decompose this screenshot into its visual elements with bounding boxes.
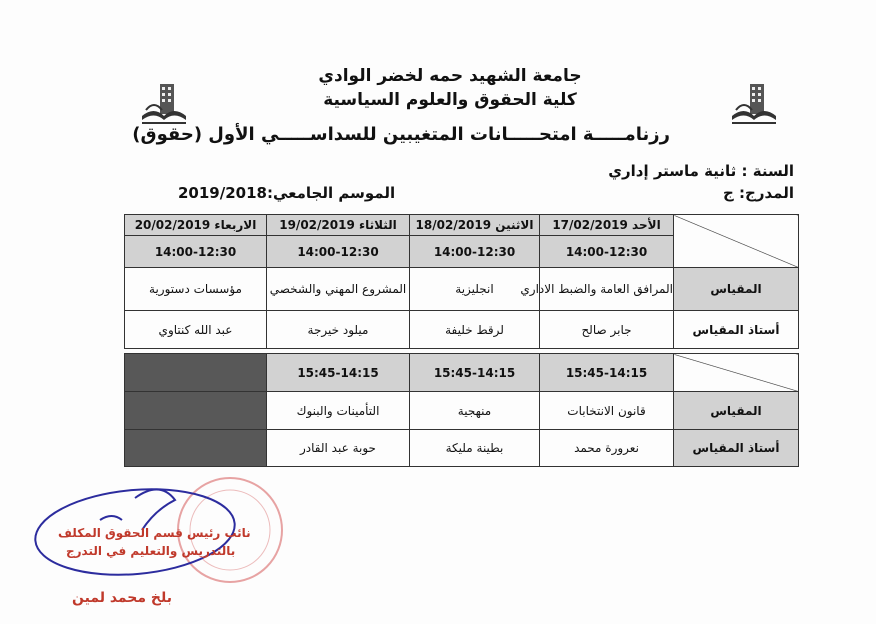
day-date: الاربعاء 20/02/2019 bbox=[125, 215, 267, 236]
professor-cell: حوبة عبد القادر bbox=[267, 430, 410, 467]
professor-cell: عبد الله كنتاوي bbox=[125, 311, 267, 349]
faculty-name: كلية الحقوق والعلوم السياسية bbox=[323, 90, 577, 110]
corner-cell bbox=[674, 354, 799, 392]
professor-cell: ميلود خيرجة bbox=[267, 311, 410, 349]
exam-schedule-table bbox=[124, 214, 799, 349]
row-label-subject: المقياس bbox=[674, 268, 799, 311]
stamp-line-2: بالتدريس والتعليم في التدرج bbox=[66, 544, 236, 558]
stamp-signature-name: بلخ محمد لمين bbox=[72, 590, 172, 606]
university-logo-right bbox=[728, 80, 780, 136]
time-slot: 15:45-14:15 bbox=[410, 354, 540, 392]
day-date: الاثنين 18/02/2019 bbox=[410, 215, 540, 236]
time-slot: 14:00-12:30 bbox=[540, 236, 674, 268]
professor-cell: لرقط خليفة bbox=[410, 311, 540, 349]
empty-slot bbox=[125, 392, 267, 430]
professor-cell: جابر صالح bbox=[540, 311, 674, 349]
subject-cell: منهجية bbox=[410, 392, 540, 430]
professor-cell: نعرورة محمد bbox=[540, 430, 674, 467]
empty-slot bbox=[125, 430, 267, 467]
professor-row bbox=[125, 430, 799, 467]
time-row bbox=[125, 354, 799, 392]
study-year: السنة : ثانية ماستر إداري bbox=[608, 162, 794, 180]
university-name: جامعة الشهيد حمه لخضر الوادي bbox=[318, 66, 582, 86]
professor-cell: بطينة مليكة bbox=[410, 430, 540, 467]
subject-cell: المشروع المهني والشخصي bbox=[267, 268, 410, 311]
day-date: الأحد 17/02/2019 bbox=[540, 215, 674, 236]
time-slot: 14:00-12:30 bbox=[125, 236, 267, 268]
exam-schedule-table-afternoon bbox=[124, 353, 799, 467]
document-title: رزنامـــــة امتحـــــانات المتغيبين للسداســـــي الأول (حقوق) bbox=[132, 124, 670, 145]
empty-slot bbox=[125, 354, 267, 392]
time-slot: 14:00-12:30 bbox=[267, 236, 410, 268]
time-slot: 15:45-14:15 bbox=[540, 354, 674, 392]
date-row bbox=[125, 215, 799, 236]
corner-cell bbox=[674, 215, 799, 268]
time-slot: 14:00-12:30 bbox=[410, 236, 540, 268]
time-slot: 15:45-14:15 bbox=[267, 354, 410, 392]
academic-season: الموسم الجامعي:2019/2018 bbox=[178, 184, 396, 202]
stamp-line-1: نائب رئيس قسم الحقوق المكلف bbox=[58, 526, 251, 540]
official-stamp bbox=[30, 470, 330, 620]
day-date: الثلاثاء 19/02/2019 bbox=[267, 215, 410, 236]
row-label-subject: المقياس bbox=[674, 392, 799, 430]
book-building-icon bbox=[728, 80, 780, 132]
professor-row bbox=[125, 311, 799, 349]
subject-row bbox=[125, 268, 799, 311]
subject-row bbox=[125, 392, 799, 430]
subject-cell: انجليزية bbox=[410, 268, 540, 311]
row-label-professor: أستاذ المقياس bbox=[674, 430, 799, 467]
subject-cell: مؤسسات دستورية bbox=[125, 268, 267, 311]
subject-cell: قانون الانتخابات bbox=[540, 392, 674, 430]
row-label-professor: أستاذ المقياس bbox=[674, 311, 799, 349]
exam-hall: المدرج: ج bbox=[723, 184, 794, 202]
subject-cell: المرافق العامة والضبط الاداري bbox=[540, 268, 674, 311]
subject-cell: التأمينات والبنوك bbox=[267, 392, 410, 430]
